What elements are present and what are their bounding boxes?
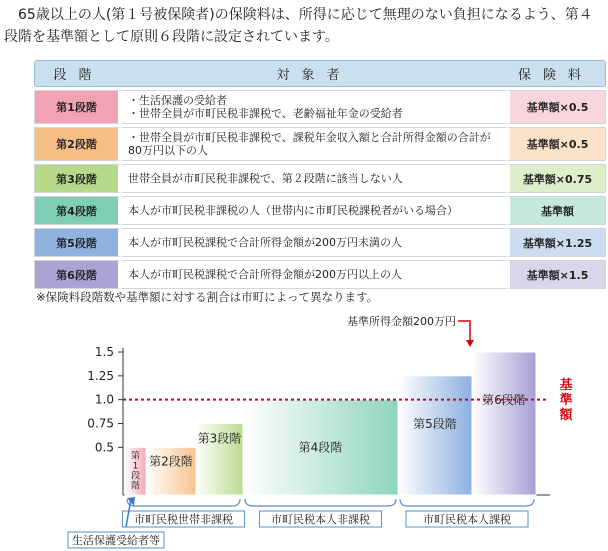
table-header-row — [34, 60, 606, 87]
y-tick-label: 1.5 — [94, 345, 114, 359]
bar-label: 段 — [130, 471, 141, 482]
y-tick-label: 0.5 — [94, 440, 114, 455]
rate-cell: 基準額×1.25 — [506, 228, 606, 257]
rate-cell: 基準額×0.75 — [506, 164, 606, 193]
bar-label: 第5段階 — [413, 416, 457, 431]
header-level: 段階 — [34, 60, 122, 87]
level-cell: 第4段階 — [34, 196, 122, 225]
top-annotation: 基準所得金額200万円 — [347, 315, 456, 328]
intro-paragraph — [4, 4, 604, 48]
footnote: ※保険料段階数や基準額に対する割合は市町によって異なります。 — [36, 290, 379, 304]
bar-label: 第 — [130, 451, 141, 462]
table-row — [34, 90, 606, 124]
group-bracket — [245, 499, 396, 506]
table-row — [34, 196, 606, 225]
bar-label: 階 — [130, 481, 141, 492]
premium-table — [34, 57, 606, 292]
rate-cell: 基準額×1.5 — [506, 260, 606, 289]
target-cell: ・生活保護の受給者 ・世帯全員が市町民税非課税で、老齢福祉年金の受給者 — [122, 90, 506, 124]
bar-label: 第2段階 — [149, 454, 193, 469]
bar-label: 第3段階 — [197, 431, 242, 446]
target-cell: 本人が市町民税課税で合計所得金額が200万円未満の人 — [122, 228, 506, 257]
level-cell: 第5段階 — [34, 228, 122, 257]
group-bracket — [127, 499, 240, 506]
rate-cell: 基準額 — [506, 196, 606, 225]
bar — [472, 352, 536, 495]
table-row — [34, 260, 606, 289]
target-cell: 本人が市町民税課税で合計所得金額が200万円以上の人 — [122, 260, 506, 289]
rate-cell: 基準額×0.5 — [506, 90, 606, 124]
level-cell: 第2段階 — [34, 127, 122, 161]
chart-svg — [0, 312, 608, 551]
level-cell: 第3段階 — [34, 164, 122, 193]
table-row — [34, 164, 606, 193]
arrow-up-icon — [127, 497, 135, 506]
y-tick-label: 1.0 — [94, 392, 114, 407]
bottom-annotation: 生活保護受給者等 — [72, 534, 160, 547]
table-row — [34, 228, 606, 257]
top-annotation-arrow — [458, 321, 470, 342]
group-label: 市町民税世帯非課税 — [134, 513, 233, 526]
group-label: 市町民税本人非課税 — [271, 513, 370, 526]
bar-label: 1 — [132, 461, 139, 472]
header-rate: 保険料 — [506, 60, 606, 87]
target-cell: 本人が市町民税非課税の人（世帯内に市町民税課税者がいる場合） — [122, 196, 506, 225]
bar — [398, 376, 472, 495]
group-label: 市町民税本人課税 — [423, 513, 511, 526]
y-tick-label: 1.25 — [87, 368, 114, 383]
premium-ratio-chart — [0, 312, 608, 551]
table-row — [34, 127, 606, 161]
rate-cell: 基準額×0.5 — [506, 127, 606, 161]
intro-text: 65歳以上の人(第１号被保険者)の保険料は、所得に応じて無理のない負担になるよう、第４段階を基準額として原則６段階に設定されています。 — [4, 7, 593, 45]
reference-line-label: 額 — [559, 408, 573, 423]
reference-line-label: 準 — [559, 393, 573, 408]
target-cell: 世帯全員が市町民税非課税で、第２段階に該当しない人 — [122, 164, 506, 193]
bar-label: 第6段階 — [482, 393, 526, 407]
group-bracket — [400, 499, 534, 506]
header-target: 対象者 — [122, 60, 506, 87]
level-cell: 第1段階 — [34, 90, 122, 124]
y-tick-label: 0.75 — [87, 416, 114, 431]
target-cell: ・世帯全員が市町民税非課税で、課税年金収入額と合計所得金額の合計が80万円以下の人 — [122, 127, 506, 161]
arrow-head-icon — [466, 340, 474, 347]
reference-line-label: 基 — [559, 378, 573, 393]
level-cell: 第6段階 — [34, 260, 122, 289]
bar-label: 第4段階 — [298, 440, 343, 455]
